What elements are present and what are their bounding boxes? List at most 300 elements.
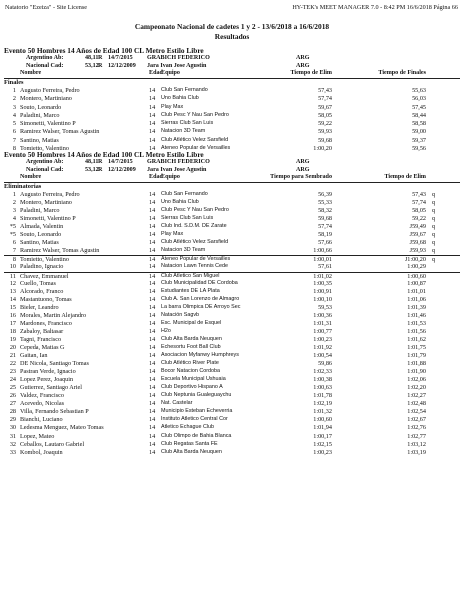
result-v2: 57,45	[412, 103, 426, 111]
column-header-age: Edad	[149, 70, 163, 76]
result-q: q	[432, 215, 436, 223]
record-code: R	[98, 159, 103, 165]
result-name: Lopez, Mateo	[20, 432, 55, 440]
result-name: Montero, Martiniano	[20, 95, 72, 103]
result-v2: 1:01,88	[407, 360, 426, 368]
result-team: Uno Bahia Club	[161, 95, 199, 102]
result-pl: 22	[9, 360, 16, 368]
column-header-row	[4, 174, 460, 183]
result-age: 14	[149, 207, 156, 215]
result-v1: 57,43	[318, 87, 332, 94]
result-team: Sierras Club San Luis	[161, 215, 214, 222]
event-heading: Evento 50 Hombres 14 Años de Edad 100 CL Metro Estilo Libre	[4, 150, 204, 159]
result-v1: 58,32	[318, 207, 332, 215]
result-v1: 1:01,92	[313, 343, 332, 351]
result-team: Municipio Esteban Echeverria	[161, 408, 233, 415]
record-date: 14/7/2015	[108, 159, 133, 165]
result-team: Estudiantes DE LA Plata	[161, 287, 220, 294]
result-name: Paladino, Ignacio	[20, 263, 64, 271]
result-v2: 56,03	[412, 95, 426, 103]
column-header-team: Equipo	[161, 70, 180, 76]
result-v2: 1:02,54	[407, 408, 426, 416]
result-pl: 26	[9, 392, 16, 400]
result-v2: 59,56	[412, 144, 426, 152]
column-header-row	[4, 70, 460, 79]
result-v1: 1:00,60	[313, 416, 332, 424]
result-name: Alcorado, Franco	[20, 287, 64, 295]
result-team: Club Pesc Y Nau San Pedro	[161, 207, 229, 214]
result-pl: 7	[12, 247, 16, 255]
result-team: Club Ind. S.D.M. DE Zarate	[161, 223, 227, 230]
result-v1: 1:00,36	[313, 311, 332, 319]
result-v1: 1:01,94	[313, 424, 332, 432]
result-name: Tomietto, Valentino	[20, 144, 69, 152]
result-team: Club Regatas Santa FE	[161, 440, 218, 447]
result-age: 14	[149, 256, 156, 264]
result-v1: 1:00,23	[313, 335, 332, 343]
column-header-name: Nombre	[20, 70, 42, 76]
result-row	[4, 87, 460, 95]
result-name: Pastran Verde, Ignacio	[20, 368, 76, 376]
result-v2: 1:02,77	[407, 432, 426, 440]
result-name: Gaitan, Ian	[20, 352, 48, 359]
page-header-left: Natatorio "Ezeiza" - Site License	[5, 4, 88, 11]
result-name: Chavez, Emmanuel	[20, 272, 69, 280]
result-v2: 1:00,87	[407, 279, 426, 287]
result-age: 14	[149, 352, 156, 359]
result-row	[4, 95, 460, 103]
result-v1: 1:01,02	[313, 272, 332, 280]
result-team: Club San Fernando	[161, 87, 208, 93]
result-row	[4, 376, 460, 384]
result-row	[4, 288, 460, 296]
result-v1: 1:00,91	[313, 287, 332, 295]
result-v1: 59,68	[318, 215, 332, 223]
result-name: DE Nicola, Santiago Tomas	[20, 360, 89, 368]
result-pl: *5	[9, 231, 16, 239]
result-row	[4, 336, 460, 344]
result-age: 14	[149, 303, 156, 311]
result-team: Club Atlético Velez Sarsfield	[161, 239, 229, 246]
result-v2: J59,49	[409, 223, 426, 231]
result-v2: 59,22	[412, 215, 426, 223]
result-pl: 18	[9, 327, 16, 335]
result-row	[4, 280, 460, 288]
result-name: Bieler, Leandro	[20, 303, 59, 311]
result-v1: 1:02,33	[313, 368, 332, 376]
result-pl: 5	[12, 120, 16, 127]
result-name: Santino, Matias	[20, 136, 59, 144]
result-pl: 6	[12, 239, 16, 247]
result-row	[4, 384, 460, 392]
result-row	[4, 239, 460, 247]
record-code: R	[98, 55, 103, 61]
result-age: 14	[149, 368, 156, 376]
result-team: Natacion 3D Team	[161, 247, 206, 254]
result-v2: 57,74	[412, 199, 426, 207]
result-age: 14	[149, 319, 156, 327]
result-row	[4, 360, 460, 368]
column-header-name: Nombre	[20, 174, 42, 180]
result-v1: 59,93	[318, 128, 332, 136]
result-name: Paladini, Marco	[20, 111, 60, 119]
section-label: Finales	[4, 79, 24, 86]
result-pl: 15	[9, 303, 16, 311]
column-header-v2: Tiempo de Elim	[290, 70, 332, 76]
result-team: Sierras Club San Luis	[161, 120, 214, 126]
result-age: 14	[149, 95, 156, 103]
result-row	[4, 424, 460, 432]
result-q: q	[432, 223, 436, 231]
event-heading: Evento 50 Hombres 14 Años de Edad 100 CL Metro Estilo Libre	[4, 46, 204, 55]
result-age: 14	[149, 400, 156, 408]
result-name: Valdez, Francisco	[20, 392, 64, 400]
result-v2: 1:01,46	[407, 311, 426, 319]
result-q: q	[432, 191, 436, 198]
column-header-v2: Tiempo de Elim	[384, 174, 426, 180]
result-team: Club Alta Barda Neuquen	[161, 335, 222, 342]
result-name: Kombol, Joaquin	[20, 448, 63, 456]
result-v1: 1:00,35	[313, 279, 332, 287]
result-age: 14	[149, 191, 156, 198]
result-pl: 23	[9, 368, 16, 376]
result-team: Club San Fernando	[161, 191, 208, 197]
record-team: ARG	[296, 62, 310, 69]
result-pl: 4	[12, 215, 16, 223]
result-age: 14	[149, 263, 156, 271]
result-v1: 59,68	[318, 136, 332, 144]
result-v1: 1:01,32	[313, 408, 332, 416]
result-v2: 1:01,75	[407, 343, 426, 351]
result-name: Mardones, Francisco	[20, 319, 72, 327]
result-row	[4, 215, 460, 223]
result-row	[4, 392, 460, 400]
result-pl: 13	[9, 287, 16, 295]
result-pl: 19	[9, 335, 16, 343]
result-v1: 1:00,23	[313, 448, 332, 456]
result-v1: 58,19	[318, 231, 332, 239]
result-age: 14	[149, 327, 156, 335]
result-age: 14	[149, 120, 156, 127]
result-v2: 58,05	[412, 207, 426, 215]
result-pl: 14	[9, 295, 16, 303]
result-age: 14	[149, 87, 156, 94]
result-row	[4, 312, 460, 320]
result-v2: 1:02,27	[407, 392, 426, 400]
result-name: Acevedo, Nicolas	[20, 400, 64, 408]
result-q: q	[432, 207, 436, 215]
result-team: Nat. Castelar	[161, 400, 193, 407]
result-name: Lopez Perez, Joaquin	[20, 376, 74, 384]
result-row	[4, 408, 460, 416]
result-pl: 27	[9, 400, 16, 408]
result-age: 14	[149, 231, 156, 239]
result-name: Paladini, Marco	[20, 207, 60, 215]
result-v1: 57,61	[318, 263, 332, 271]
record-time: 48,11	[85, 55, 99, 61]
result-team: H2o	[161, 327, 171, 334]
result-row	[4, 400, 460, 408]
results-subtitle: Resultados	[214, 32, 250, 41]
result-q: q	[432, 247, 436, 255]
result-q: q	[432, 256, 436, 264]
result-row	[4, 112, 460, 120]
result-row	[4, 247, 460, 255]
result-team: Instituto Atletico Central Cor	[161, 416, 228, 423]
result-name: Ceballos, Lautaro Gabriel	[20, 440, 85, 448]
result-row	[4, 449, 460, 457]
record-code: R	[98, 62, 103, 69]
result-v1: 1:01,78	[313, 392, 332, 400]
result-v1: 1:02,19	[313, 400, 332, 408]
result-name: Montero, Martiniano	[20, 199, 72, 207]
result-v2: 1:01,06	[407, 295, 426, 303]
result-row	[4, 191, 460, 199]
result-name: Cepeda, Matias G	[20, 343, 65, 351]
result-pl: 28	[9, 408, 16, 416]
result-pl: 29	[9, 416, 16, 424]
result-v2: 1:01,79	[407, 352, 426, 359]
result-name: Zabaloy, Baltasar	[20, 327, 64, 335]
result-q: q	[432, 239, 436, 247]
result-team: Club Atletico San Miguel	[161, 272, 220, 279]
result-row	[4, 328, 460, 336]
result-team: Club Atlético Velez Sarsfield	[161, 136, 229, 143]
result-v1: 1:00,63	[313, 384, 332, 392]
result-v1: 57,74	[318, 95, 332, 103]
result-row	[4, 223, 460, 231]
result-name: Simonetti, Valentino P	[20, 120, 76, 127]
result-age: 14	[149, 440, 156, 448]
record-name: GRABICH FEDERICO	[147, 55, 210, 61]
result-name: Bianchi, Luciano	[20, 416, 63, 424]
result-v2: 58,44	[412, 111, 426, 119]
result-row	[4, 304, 460, 312]
result-row	[4, 137, 460, 145]
record-team: ARG	[296, 166, 310, 173]
result-v2: 58,58	[412, 120, 426, 127]
result-team: Club Atlético River Plate	[161, 360, 219, 367]
record-team: ARG	[296, 55, 310, 61]
result-pl: 24	[9, 376, 16, 384]
result-v1: 59,67	[318, 103, 332, 111]
meet-title: Campeonato Nacional de cadetes 1 y 2 - 13/6/2018 a 16/6/2018	[134, 22, 330, 31]
result-pl: 10	[9, 263, 16, 271]
record-time: 53,12	[85, 166, 99, 173]
result-name: Ramirez Walser, Tomas Agustin	[20, 128, 100, 136]
result-pl: 17	[9, 319, 16, 327]
result-team: Club Alta Barda Neuquen	[161, 448, 222, 455]
result-v1: 1:02,15	[313, 440, 332, 448]
result-age: 14	[149, 239, 156, 247]
result-v1: 1:00,54	[313, 352, 332, 359]
result-v1: 57,74	[318, 223, 332, 231]
result-name: Ramirez Walser, Tomas Agustin	[20, 247, 100, 255]
result-team: Ateneo Popular de Versailles	[161, 144, 231, 151]
result-v1: 1:00,38	[313, 376, 332, 384]
result-v2: 1:03,19	[407, 448, 426, 456]
result-pl: 25	[9, 384, 16, 392]
result-v2: 1:01,90	[407, 368, 426, 376]
result-name: Augusto Ferreira, Pedro	[20, 87, 80, 94]
column-header-team: Equipo	[161, 174, 180, 180]
column-header-v1: Tiempo para Sembrado	[270, 174, 332, 180]
result-name: Almada, Valentin	[20, 223, 64, 231]
record-label: Nacional Cad:	[26, 166, 64, 173]
result-pl: 4	[12, 111, 16, 119]
result-v2: 1:02,06	[407, 376, 426, 384]
result-pl: 2	[12, 95, 16, 103]
result-v2: 1:01,39	[407, 303, 426, 311]
result-team: Natacion Lawn Tennis Cede	[161, 263, 229, 270]
result-name: Mastantuono, Tomas	[20, 295, 72, 303]
result-name: Tagni, Francisco	[20, 335, 62, 343]
result-age: 14	[149, 295, 156, 303]
result-pl: 11	[10, 272, 16, 280]
column-header-v3: Tiempo de Finales	[378, 70, 426, 76]
section-label: Eliminatorias	[4, 183, 42, 190]
result-row	[4, 416, 460, 424]
result-row	[4, 199, 460, 207]
result-pl: 3	[12, 207, 16, 215]
result-v1: 1:00,77	[313, 327, 332, 335]
result-v2: 1:02,20	[407, 384, 426, 392]
result-team: Asociacion Myfanwy Humphreys	[161, 352, 239, 358]
record-name: Jara Ivan Jose Agustin	[147, 166, 207, 173]
result-v2: J59,68	[409, 239, 426, 247]
result-pl: 31	[9, 432, 16, 440]
result-row	[4, 263, 460, 271]
record-name: Jara Ivan Jose Agustin	[147, 62, 207, 69]
result-name: Villa, Fernando Sebastian P	[20, 408, 89, 416]
result-age: 14	[149, 408, 156, 416]
result-age: 14	[149, 103, 156, 111]
result-age: 14	[149, 215, 156, 223]
result-name: Augusto Ferreira, Pedro	[20, 191, 80, 198]
result-row	[4, 296, 460, 304]
result-v2: 55,63	[412, 87, 426, 94]
result-v2: 57,43	[412, 191, 426, 198]
result-team: Club Deportivo Hispano A	[161, 384, 223, 391]
result-age: 14	[149, 287, 156, 295]
result-row	[4, 441, 460, 449]
result-name: Tomietto, Valentino	[20, 256, 69, 264]
result-team: Club Pesc Y Nau San Pedro	[161, 111, 229, 118]
result-team: Play Max	[161, 231, 184, 238]
result-v1: 58,05	[318, 111, 332, 119]
result-v2: J59,67	[409, 231, 426, 239]
result-team: Club Neptunia Gualeguaychu	[161, 392, 232, 399]
result-name: Ledesma Menguez, Mateo Tomas	[20, 424, 104, 432]
result-row	[4, 104, 460, 112]
result-row	[4, 344, 460, 352]
result-age: 14	[149, 416, 156, 424]
result-row	[4, 368, 460, 376]
result-v2: 1:02,48	[407, 400, 426, 408]
result-team: Esc. Municipal de Esquel	[161, 319, 222, 326]
result-age: 14	[149, 311, 156, 319]
result-team: Echesortu Foot Ball Club	[161, 343, 221, 350]
result-v2: 1:01,53	[407, 319, 426, 327]
result-age: 14	[149, 111, 156, 119]
result-pl: 33	[9, 448, 16, 456]
result-team: Club Municipalidad DE Cordoba	[161, 279, 238, 286]
result-v2: 1:01,62	[407, 335, 426, 343]
result-pl: 3	[12, 103, 16, 111]
result-v2: 1:02,67	[407, 416, 426, 424]
result-team: Natación Sagvb	[161, 311, 200, 318]
result-age: 14	[149, 392, 156, 400]
result-pl: 6	[12, 128, 16, 136]
record-label: Argentino Ab:	[26, 159, 64, 165]
result-team: Uno Bahia Club	[161, 199, 199, 206]
result-v2: 59,00	[412, 128, 426, 136]
result-age: 14	[149, 279, 156, 287]
result-age: 14	[149, 144, 156, 152]
result-q: q	[432, 231, 436, 239]
result-pl: 8	[12, 144, 16, 152]
record-name: GRABICH FEDERICO	[147, 159, 210, 165]
result-row	[4, 433, 460, 441]
result-v1: 55,33	[318, 199, 332, 207]
result-name: Morales, Martin Alejandro	[20, 311, 87, 319]
result-v2: 59,37	[412, 136, 426, 144]
result-name: Souto, Leonardo	[20, 231, 62, 239]
result-age: 14	[149, 424, 156, 432]
result-pl: 7	[12, 136, 16, 144]
record-time: 48,11	[85, 159, 99, 165]
result-v1: 1:00,20	[313, 144, 332, 152]
record-time: 53,12	[85, 62, 99, 69]
result-age: 14	[149, 432, 156, 440]
result-v1: 1:00,01	[313, 256, 332, 264]
result-age: 14	[149, 448, 156, 456]
result-v2: 1:03,12	[407, 440, 426, 448]
result-row	[4, 207, 460, 215]
record-date: 12/12/2009	[108, 62, 136, 69]
result-v2: J1:00,20	[404, 256, 426, 264]
result-v2: 1:02,76	[407, 424, 426, 432]
result-row	[4, 120, 460, 128]
result-team: La barra Olimpica DE Arroyo Sec	[161, 303, 241, 310]
result-pl: 32	[9, 440, 16, 448]
result-v1: 1:01,31	[313, 319, 332, 327]
result-pl: 1	[12, 87, 16, 94]
result-pl: *5	[9, 223, 16, 231]
result-pl: 8	[12, 256, 16, 264]
result-age: 14	[149, 360, 156, 368]
result-pl: 1	[12, 191, 16, 198]
record-date: 14/7/2015	[108, 55, 133, 61]
result-q: q	[432, 199, 436, 207]
result-team: Club A. San Lorenzo de Almagro	[161, 295, 240, 302]
column-header-age: Edad	[149, 174, 163, 180]
result-v1: 59,53	[318, 303, 332, 311]
result-age: 14	[149, 223, 156, 231]
result-team: Club Olimpo de Bahia Blanca	[161, 432, 232, 439]
result-v2: 1:00,60	[407, 272, 426, 280]
record-date: 12/12/2009	[108, 166, 136, 173]
result-team: Ateneo Popular de Versailles	[161, 256, 231, 263]
result-v1: 59,22	[318, 120, 332, 127]
result-name: Simonetti, Valentino P	[20, 215, 76, 223]
result-v1: 59,86	[318, 360, 332, 368]
result-v1: 1:00,66	[313, 247, 332, 255]
result-age: 14	[149, 128, 156, 136]
result-team: Escuela Municipal Ushuaia	[161, 376, 226, 383]
result-v2: 1:01,01	[407, 287, 426, 295]
result-pl: 20	[9, 343, 16, 351]
